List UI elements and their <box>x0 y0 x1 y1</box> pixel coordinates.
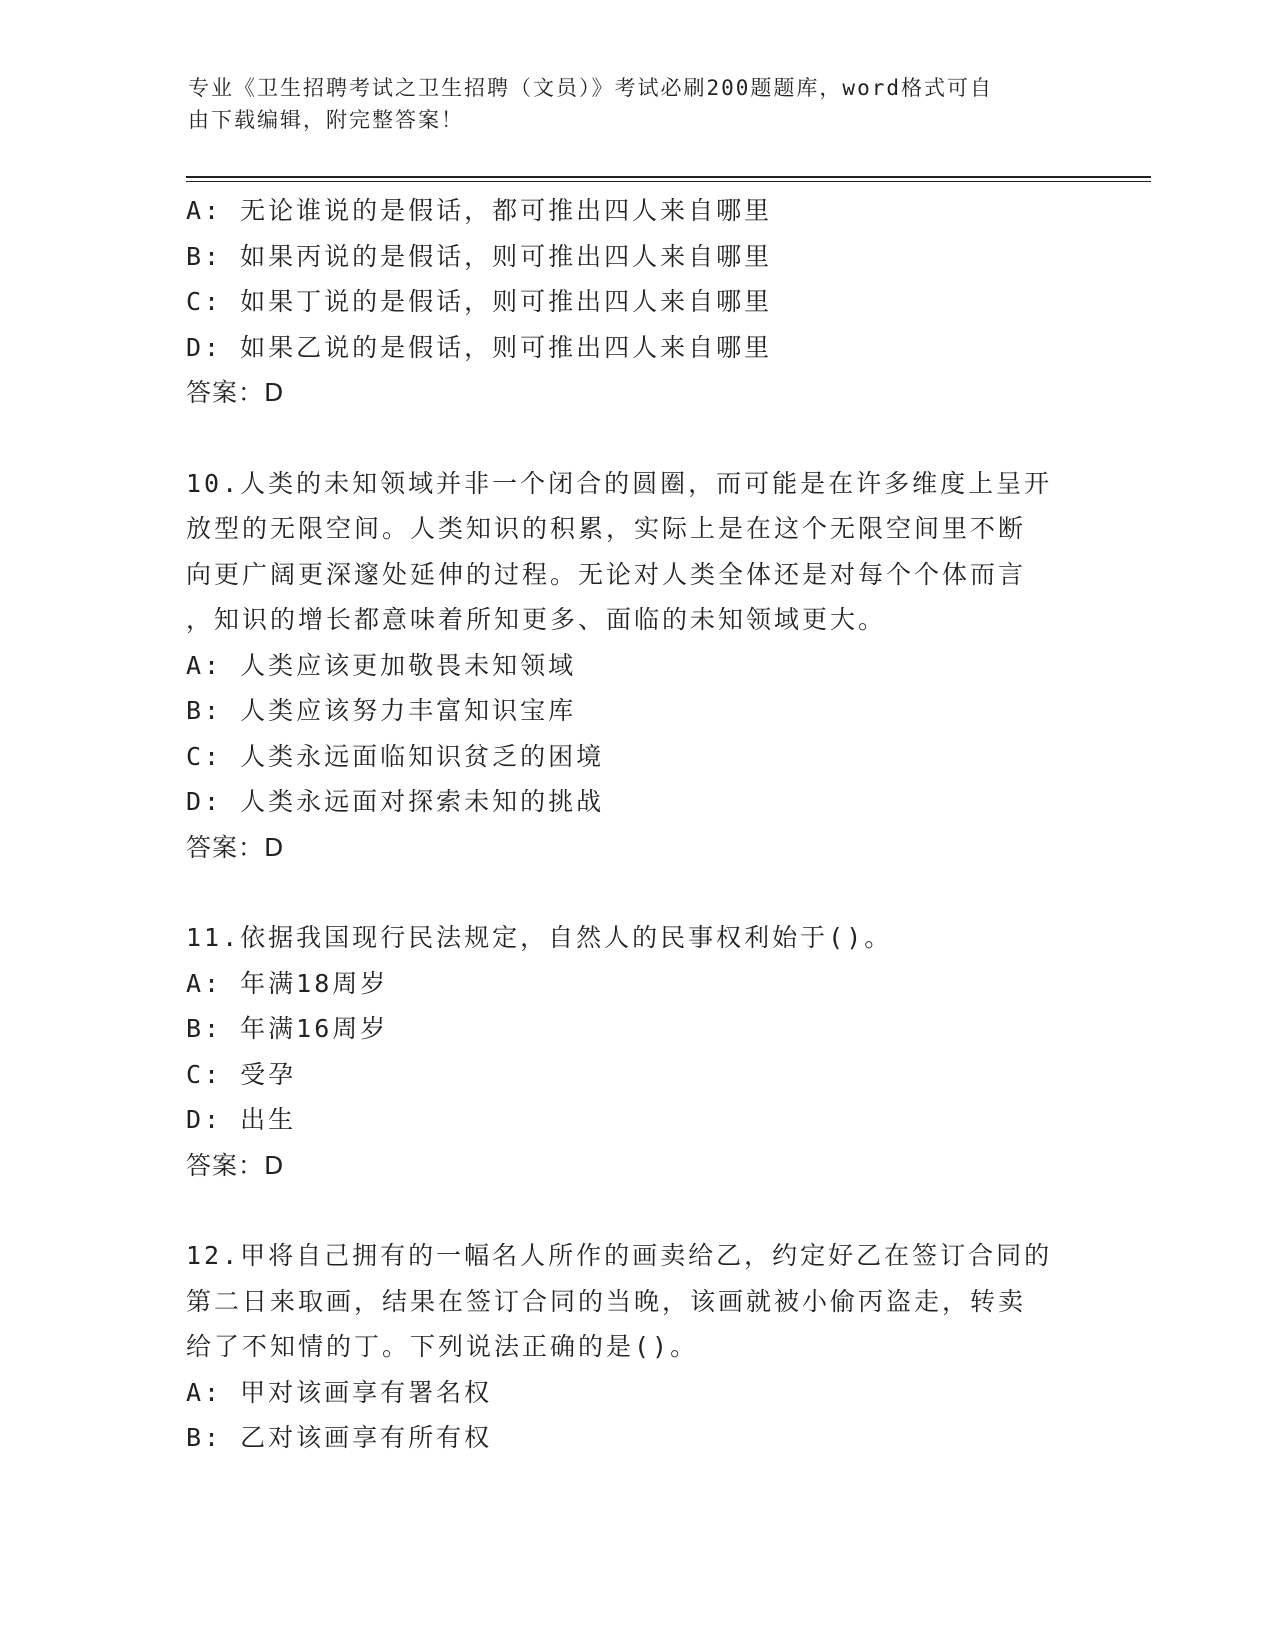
option-a: A: 人类应该更加敬畏未知领域 <box>186 650 577 680</box>
question-block <box>186 915 1086 1188</box>
question-text-line: 放型的无限空间。人类知识的积累，实际上是在这个无限空间里不断 <box>186 514 1027 543</box>
option-d: D: 出生 <box>186 1105 297 1134</box>
option-a: A: 无论谁说的是假话，都可推出四人来自哪里 <box>186 196 773 225</box>
option-b: B: 如果丙说的是假话，则可推出四人来自哪里 <box>186 241 773 271</box>
option-d: D: 人类永远面对探索未知的挑战 <box>186 787 605 816</box>
question-text-line: ，知识的增长都意味着所知更多、面临的未知领域更大。 <box>186 605 887 634</box>
question-block <box>186 461 1086 871</box>
header-rule-thin <box>186 181 1151 182</box>
answer-line: 答案：D <box>186 1150 285 1180</box>
question-block <box>186 188 1086 416</box>
block-gap <box>186 870 1086 915</box>
answer-line: 答案：D <box>186 378 285 407</box>
option-c: C: 如果丁说的是假话，则可推出四人来自哪里 <box>186 287 773 316</box>
question-text-line: 12.甲将自己拥有的一幅名人所作的画卖给乙，约定好乙在签订合同的 <box>186 1241 1053 1270</box>
block-gap <box>186 416 1086 461</box>
option-b: B: 年满16周岁 <box>186 1014 389 1043</box>
header-line-2: 由下载编辑，附完整答案！ <box>188 108 464 132</box>
option-c: C: 人类永远面临知识贫乏的困境 <box>186 741 605 771</box>
option-b: B: 乙对该画享有所有权 <box>186 1423 493 1452</box>
question-text-line: 11.依据我国现行民法规定，自然人的民事权利始于()。 <box>186 923 893 952</box>
option-d: D: 如果乙说的是假话，则可推出四人来自哪里 <box>186 332 773 362</box>
question-text-line: 10.人类的未知领域并非一个闭合的圆圈，而可能是在许多维度上呈开 <box>186 468 1053 498</box>
header-line-1: 专业《卫生招聘考试之卫生招聘（文员）》考试必刷200题题库，word格式可自 <box>188 76 993 100</box>
question-text-line: 给了不知情的丁。下列说法正确的是()。 <box>186 1332 699 1361</box>
header-rule-thick <box>186 176 1151 178</box>
document-header <box>188 72 1068 136</box>
question-block <box>186 1233 1086 1461</box>
question-text-line: 第二日来取画，结果在签订合同的当晚，该画就被小偷丙盗走，转卖 <box>186 1286 1027 1316</box>
option-a: A: 年满18周岁 <box>186 968 389 998</box>
question-list <box>186 188 1086 1461</box>
option-c: C: 受孕 <box>186 1059 297 1089</box>
option-a: A: 甲对该画享有署名权 <box>186 1377 493 1407</box>
question-text-line: 向更广阔更深邃处延伸的过程。无论对人类全体还是对每个个体而言 <box>186 559 1027 589</box>
block-gap <box>186 1188 1086 1233</box>
option-b: B: 人类应该努力丰富知识宝库 <box>186 696 577 725</box>
answer-line: 答案：D <box>186 832 285 862</box>
